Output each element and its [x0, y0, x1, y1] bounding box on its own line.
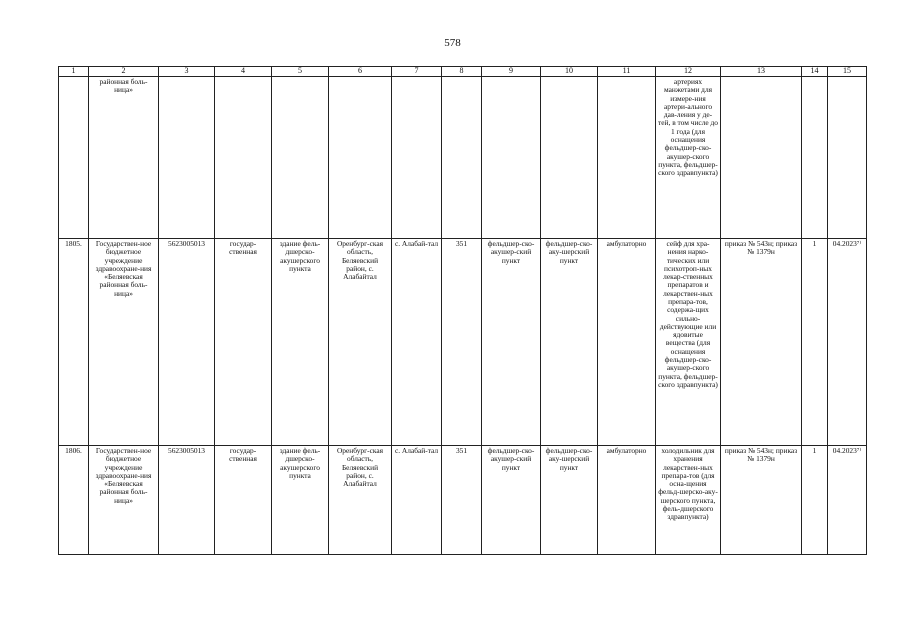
address: Оренбург-ская область, Беляевский район, с. Алабайтал: [329, 239, 392, 446]
column-header: 15: [828, 67, 867, 77]
column-header: 11: [598, 67, 656, 77]
unit-type: [482, 77, 541, 239]
care-condition: амбулаторно: [598, 446, 656, 555]
column-header: 5: [272, 67, 329, 77]
building: [272, 77, 329, 239]
unit-profile: фельдшер-ско-аку-шерский пункт: [541, 239, 598, 446]
quantity: [802, 77, 828, 239]
page-number: 578: [444, 37, 461, 49]
order-reference: приказ № 543н; приказ № 1379н: [721, 239, 802, 446]
column-header: 10: [541, 67, 598, 77]
institution-name: Государствен-ное бюджетное учреждение здравоохране-ния «Беляевская районная боль-ница»: [89, 239, 159, 446]
building: здание фель-дшерско-акушерского пункта: [272, 239, 329, 446]
address: Оренбург-ская область, Беляевский район, с. Алабайтал: [329, 446, 392, 555]
unit-profile: фельдшер-ско-аку-шерский пункт: [541, 446, 598, 555]
settlement: [392, 77, 442, 239]
population: [442, 77, 482, 239]
table-row: [59, 77, 867, 239]
institution-name: Государствен-ное бюджетное учреждение здравоохране-ния «Беляевская районная боль-ница»: [89, 446, 159, 555]
column-header: 6: [329, 67, 392, 77]
population: 351: [442, 446, 482, 555]
quantity: 1: [802, 239, 828, 446]
column-header: 12: [656, 67, 721, 77]
inn: [159, 77, 215, 239]
row-number: 1805.: [59, 239, 89, 446]
care-condition: амбулаторно: [598, 239, 656, 446]
column-header: 13: [721, 67, 802, 77]
order-reference: приказ № 543н; приказ № 1379н: [721, 446, 802, 555]
date: [828, 77, 867, 239]
ownership: государ-ственная: [215, 446, 272, 555]
registry-table: [58, 66, 867, 555]
ownership: [215, 77, 272, 239]
column-header: 2: [89, 67, 159, 77]
table-row: [59, 239, 867, 446]
settlement: с. Алабай-тал: [392, 239, 442, 446]
institution-name: районная боль-ница»: [89, 77, 159, 239]
row-number: 1806.: [59, 446, 89, 555]
unit-profile: [541, 77, 598, 239]
equipment: холодильник для хранения лекарствен-ных препара-тов (для осна-щения фельд-шерско-аку-шерского пункта, фель-дшерского здравпункта): [656, 446, 721, 555]
settlement: с. Алабай-тал: [392, 446, 442, 555]
date: 04.2023⁷⁾: [828, 446, 867, 555]
column-header: 8: [442, 67, 482, 77]
address: [329, 77, 392, 239]
column-header: 14: [802, 67, 828, 77]
building: здание фель-дшерско-акушерского пункта: [272, 446, 329, 555]
care-condition: [598, 77, 656, 239]
column-header: 9: [482, 67, 541, 77]
equipment: сейф для хра-нения нарко-тических или психотроп-ных лекар-ственных препаратов и лекарствен-ных препара-тов, содержа-щих сильно-действующие или ядовитые вещества (для оснащения фельдшер-ско-акушер-ского пункта, фельдшер-ского здравпункта): [656, 239, 721, 446]
column-header: 4: [215, 67, 272, 77]
population: 351: [442, 239, 482, 446]
equipment: артериях манжетами для измере-ния артери-ального дав-ления у де-тей, в том числе до 1 года (для оснащения фельдшер-ско-акушер-ского пункта, фельдшер-ского здравпункта): [656, 77, 721, 239]
unit-type: фельдшер-ско-акушер-ский пункт: [482, 446, 541, 555]
header-row: [59, 67, 867, 77]
table-row: [59, 446, 867, 555]
inn: 5623005013: [159, 446, 215, 555]
unit-type: фельдшер-ско-акушер-ский пункт: [482, 239, 541, 446]
inn: 5623005013: [159, 239, 215, 446]
row-number: [59, 77, 89, 239]
column-header: 3: [159, 67, 215, 77]
ownership: государ-ственная: [215, 239, 272, 446]
date: 04.2023⁷⁾: [828, 239, 867, 446]
column-header: 7: [392, 67, 442, 77]
order-reference: [721, 77, 802, 239]
column-header: 1: [59, 67, 89, 77]
quantity: 1: [802, 446, 828, 555]
